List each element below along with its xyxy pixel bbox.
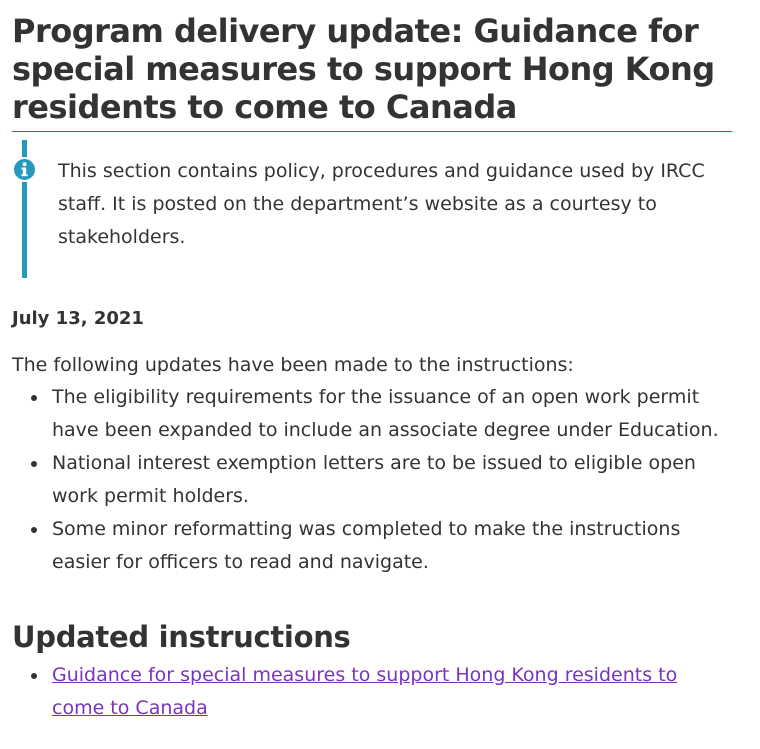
section-heading-updated-instructions: Updated instructions <box>12 620 351 654</box>
update-date: July 13, 2021 <box>12 308 144 329</box>
alert-text: This section contains policy, procedures and guidance used by IRCC staff. It is posted on the department’s website as a courtesy to stakeholders. <box>58 160 705 248</box>
instructions-link-list <box>12 659 734 725</box>
info-alert <box>12 140 734 278</box>
page-content <box>12 0 734 725</box>
update-intro: The following updates have been made to the instructions: <box>12 354 574 376</box>
list-item: National interest exemption letters are to be issued to eligible open work permit holders. <box>12 447 734 513</box>
page-title: Program delivery update: Guidance for special measures to support Hong Kong residents to come to Canada <box>12 12 715 126</box>
update-list <box>12 381 734 579</box>
list-item: The eligibility requirements for the issuance of an open work permit have been expanded to include an associate degree under Education. <box>12 381 734 447</box>
guidance-link[interactable]: Guidance for special measures to support Hong Kong residents to come to Canada <box>52 664 678 719</box>
list-item: Some minor reformatting was completed to make the instructions easier for officers to read and navigate. <box>12 513 734 579</box>
title-divider <box>12 131 732 132</box>
list-item <box>12 659 734 725</box>
info-icon <box>12 157 37 182</box>
